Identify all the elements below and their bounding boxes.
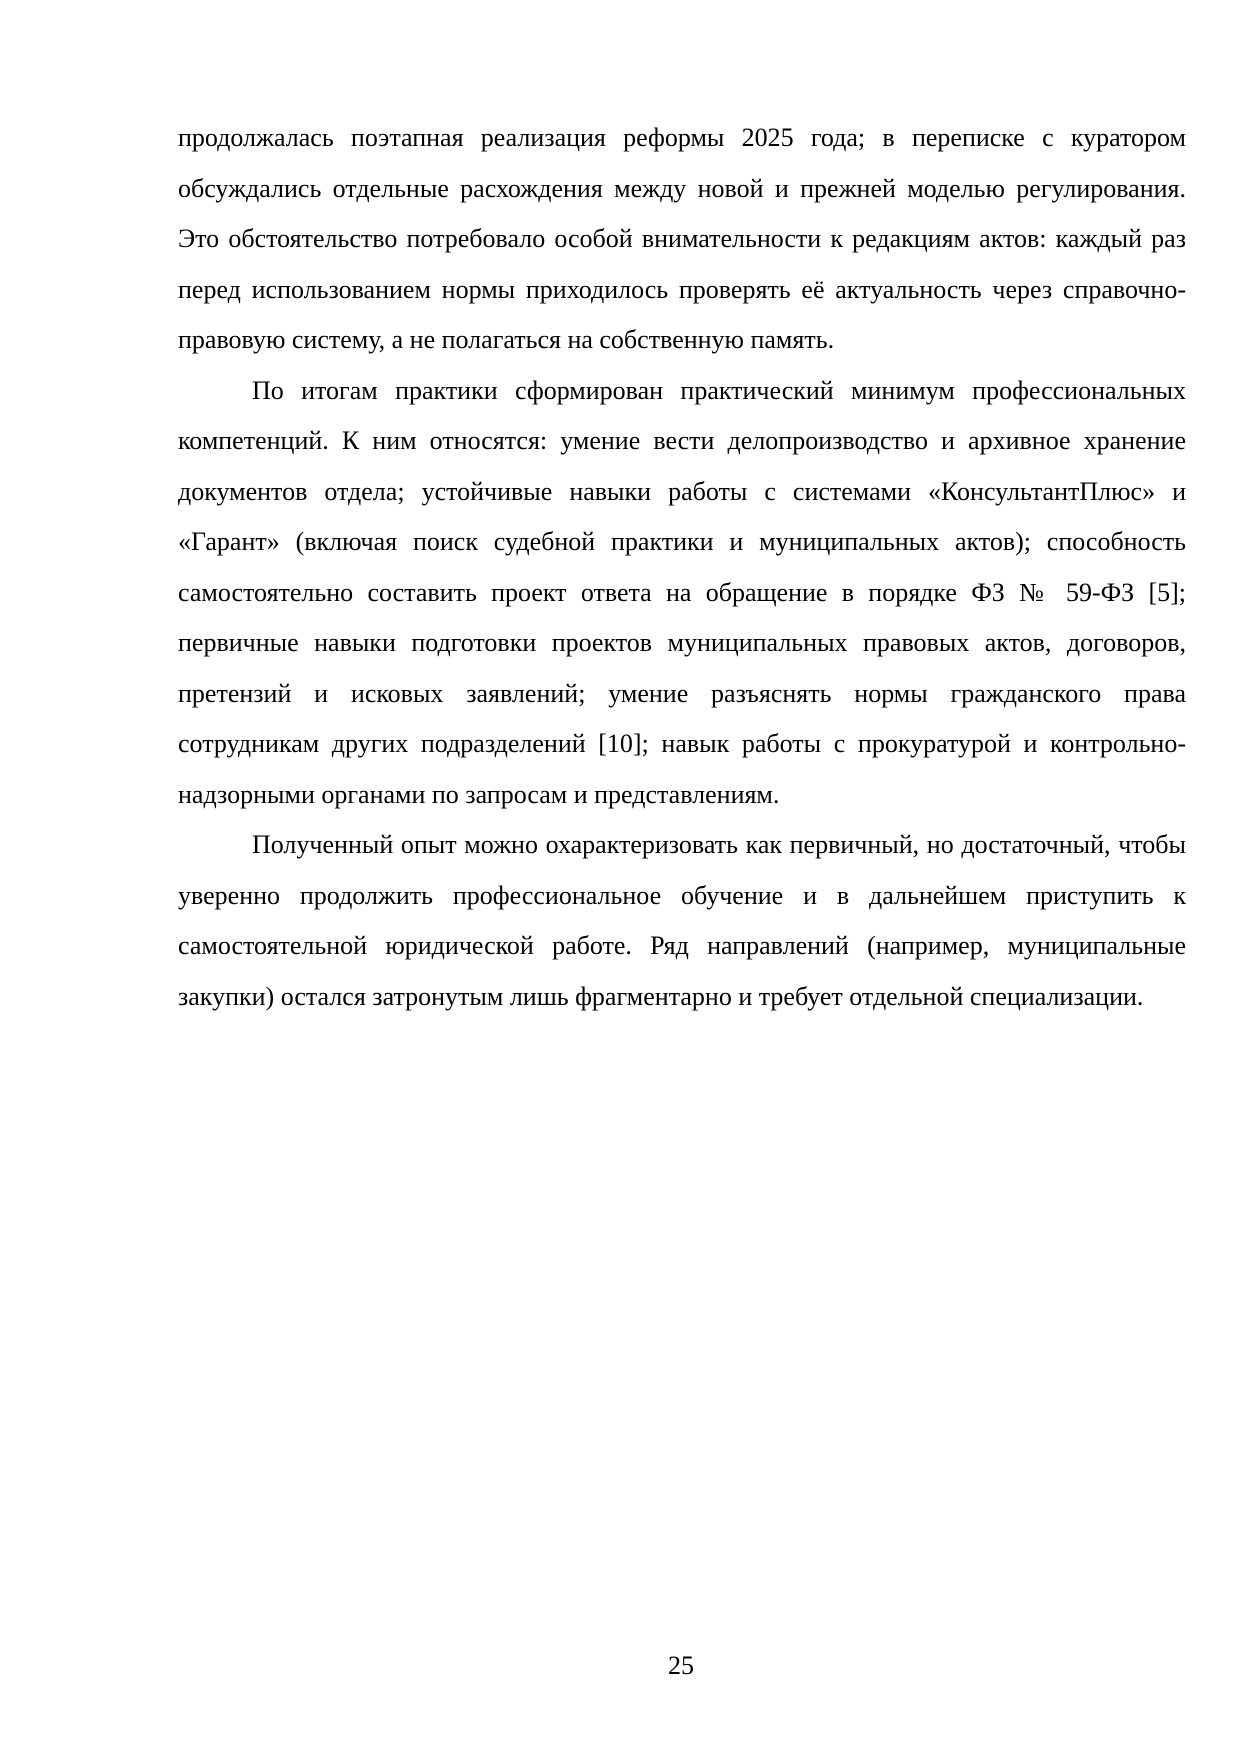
paragraph-conclusion: Полученный опыт можно охарактеризовать как первичный, но достаточный, чтобы уверенно продолжить профессиональное обучение и в дальнейшем приступить к самостоятельной юридической работе. Ряд направлений (например, муниципальные закупки) остался затронутым лишь фрагментарно и требует отдельной специализации. <box>178 830 1186 1011</box>
paragraph-competencies: По итогам практики сформирован практический минимум профессиональных компетенций. К ним относятся: умение вести делопроизводство и архивное хранение документов отдела; устойчивые навыки работы с системами «КонсультантПлюс» и «Гарант» (включая поиск судебной практики и муниципальных актов); способность самостоятельно составить проект ответа на обращение в порядке ФЗ № 59-ФЗ [5]; первичные навыки подготовки проектов муниципальных правовых актов, договоров, претензий и исковых заявлений; умение разъяснять нормы гражданского права сотрудникам других подразделений [10]; навык работы с прокуратурой и контрольно-надзорными органами по запросам и представлениям. <box>178 375 1186 809</box>
body-text <box>178 113 1186 1022</box>
paragraph-continuation: продолжалась поэтапная реализация реформы 2025 года; в переписке с куратором обсуждались отдельные расхождения между новой и прежней моделью регулирования. Это обстоятельство потребовало особой внимательности к редакциям актов: каждый раз перед использованием нормы приходилось проверять её актуальность через справочно-правовую систему, а не полагаться на собственную память. <box>178 123 1186 354</box>
page-number: 25 <box>668 1651 694 1680</box>
